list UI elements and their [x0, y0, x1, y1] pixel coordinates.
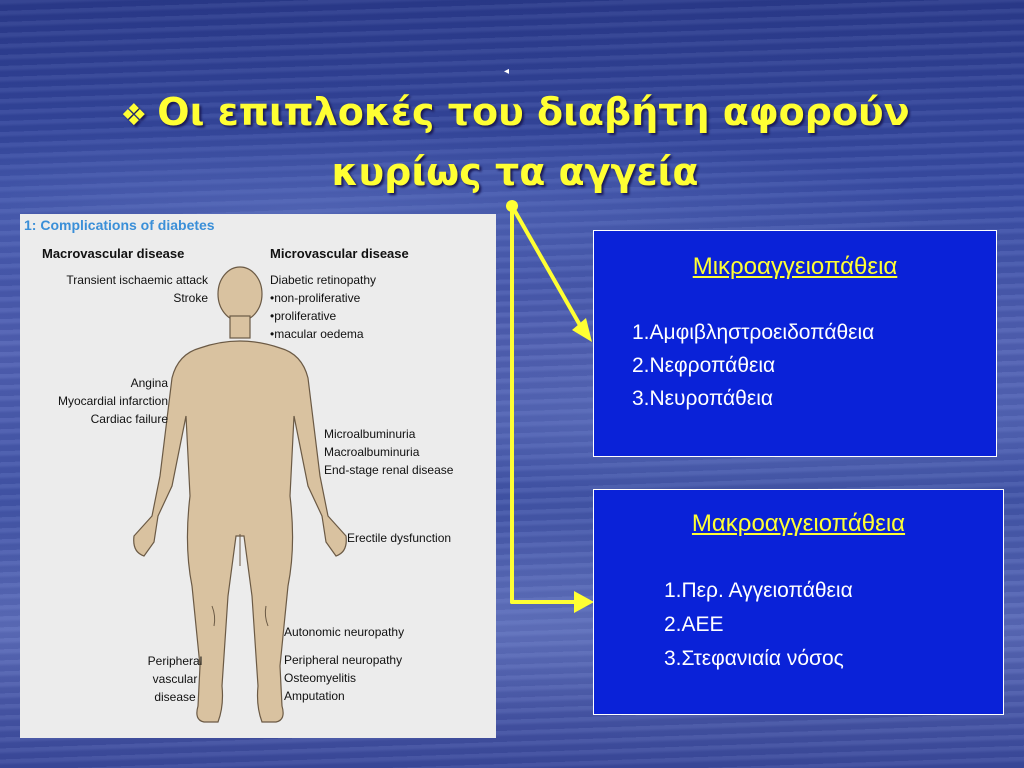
label-amputation: Amputation: [284, 689, 345, 703]
slide-title-text-1: Οι επιπλοκές του διαβήτη αφορούν: [157, 90, 910, 134]
micro-item-1: 1.Αμφιβληστροειδοπάθεια: [632, 321, 875, 344]
label-disease: disease: [154, 690, 196, 704]
label-microalbuminuria: Microalbuminuria: [324, 427, 416, 441]
label-peripheral-neuropathy: Peripheral neuropathy: [284, 653, 403, 667]
macroangiopathy-title: Μακροαγγειοπάθεια: [691, 510, 906, 537]
macro-item-2: 2.ΑΕΕ: [664, 613, 724, 636]
figure-title: 1: Complications of diabetes: [24, 217, 215, 233]
label-end-stage-renal-disease: End-stage renal disease: [324, 463, 454, 477]
label-autonomic-neuropathy: Autonomic neuropathy: [284, 625, 405, 639]
label-angina: Angina: [130, 376, 168, 390]
label-diabetic-retinopathy: Diabetic retinopathy: [270, 273, 377, 287]
label-myocardial-infarction: Myocardial infarction: [57, 394, 168, 408]
small-arrow-mark: ◂: [504, 66, 510, 77]
macro-arrow-head-icon: [574, 591, 594, 613]
label-vascular: vascular: [152, 672, 198, 686]
micro-item-3: 3.Νευροπάθεια: [632, 387, 774, 410]
label-transient-ischaemic-attack: Transient ischaemic attack: [66, 273, 208, 287]
label-peripheral: Peripheral: [147, 654, 203, 668]
micro-arrow-line: [512, 206, 585, 334]
micro-item-2: 2.Νεφροπάθεια: [632, 354, 776, 377]
macro-item-3: 3.Στεφανιαία νόσος: [664, 647, 844, 670]
microangiopathy-title: Μικροαγγειοπάθεια: [692, 253, 898, 280]
microvascular-header: Microvascular disease: [270, 246, 409, 261]
label-stroke: Stroke: [173, 291, 208, 305]
label-proliferative: •proliferative: [270, 309, 337, 323]
macroangiopathy-box: [593, 489, 1004, 715]
label-macroalbuminuria: Macroalbuminuria: [324, 445, 420, 459]
label-non-proliferative: •non-proliferative: [270, 291, 361, 305]
connector-dot: [506, 200, 518, 212]
microangiopathy-box: [593, 230, 997, 457]
micro-arrow-head-icon: [572, 318, 592, 342]
label-osteomyelitis: Osteomyelitis: [284, 671, 357, 685]
macrovascular-header: Macrovascular disease: [42, 246, 185, 261]
label-erectile-dysfunction: Erectile dysfunction: [347, 531, 452, 545]
label-cardiac-failure: Cardiac failure: [90, 412, 168, 426]
slide-title-line-2: κυρίως τα αγγεία: [331, 150, 699, 194]
diamond-bullet-icon: ❖: [120, 98, 148, 133]
macro-item-1: 1.Περ. Αγγειοπάθεια: [664, 579, 853, 602]
label-macular-oedema: •macular oedema: [270, 327, 364, 341]
